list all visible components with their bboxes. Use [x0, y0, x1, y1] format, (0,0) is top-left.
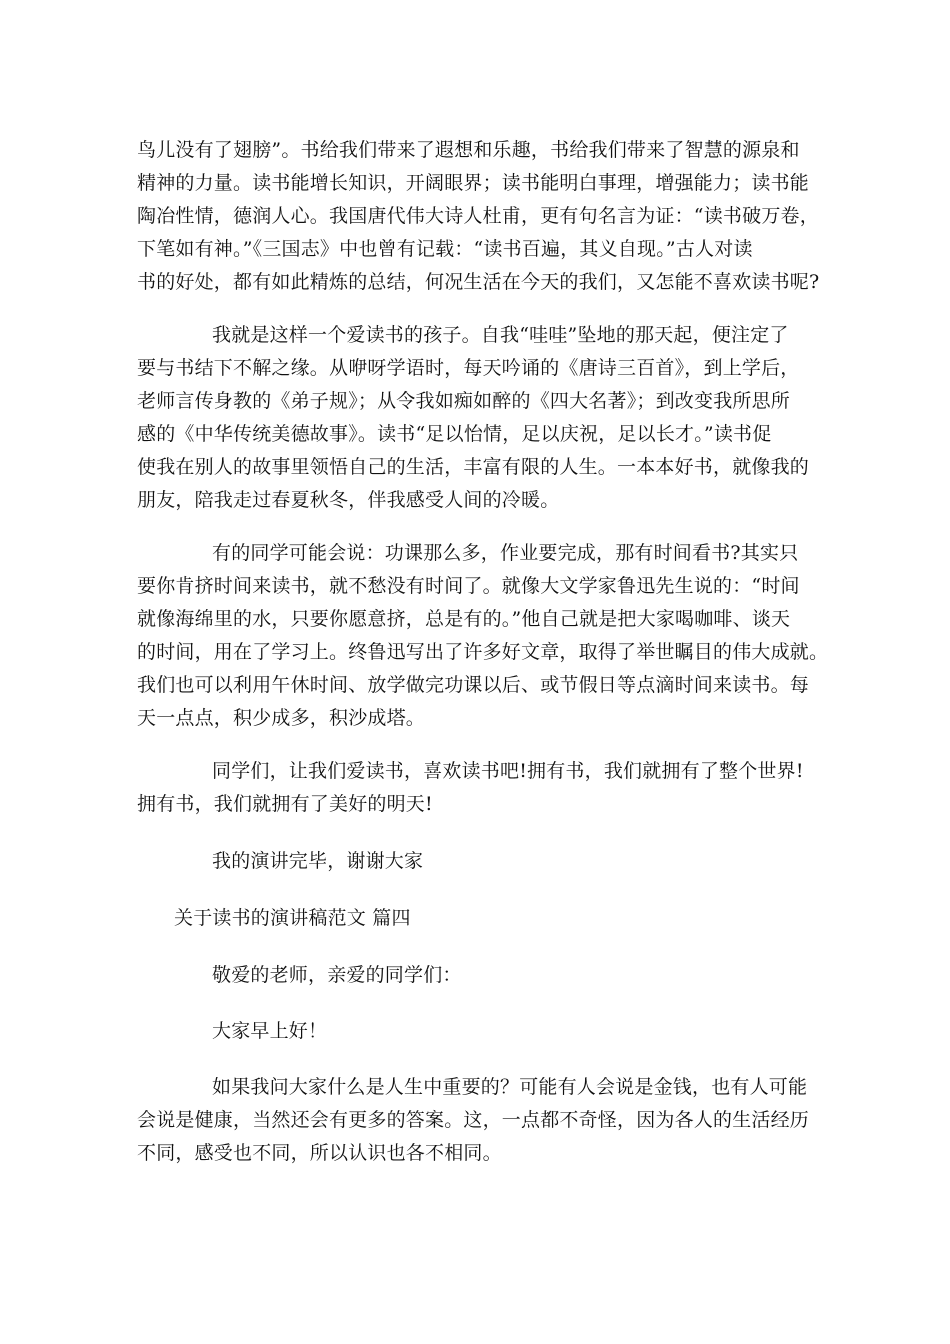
text-line: 要你肯挤时间来读书，就不愁没有时间了。就像大文学家鲁迅先生说的：“时间: [137, 575, 800, 597]
text-line: 鸟儿没有了翅膀”。书给我们带来了遐想和乐趣，书给我们带来了智慧的源泉和: [137, 139, 800, 161]
text-line: 就像海绵里的水，只要你愿意挤，总是有的。”他自己就是把大家喝咖啡、谈天: [137, 608, 791, 630]
text-line: 会说是健康，当然还会有更多的答案。这，一点都不奇怪，因为各人的生活经历: [137, 1109, 810, 1131]
text-line: 精神的力量。读书能增长知识，开阔眼界；读书能明白事理，增强能力；读书能: [137, 172, 810, 194]
text-line: 我们也可以利用午休时间、放学做完功课以后、或节假日等点滴时间来读书。每: [137, 674, 810, 696]
text-line: 使我在别人的故事里领悟自己的生活，丰富有限的人生。一本本好书，就像我的: [137, 456, 810, 478]
text-line: 的时间，用在了学习上。终鲁迅写出了许多好文章，取得了举世瞩目的伟大成就。: [137, 641, 829, 663]
text-line: 老师言传身教的《弟子规》；从令我如痴如醉的《四大名著》；到改变我所思所: [137, 390, 791, 412]
morning-greeting: 大家早上好！: [212, 1020, 328, 1042]
text-line: 我就是这样一个爱读书的孩子。自我“哇哇”坠地的那天起，便注定了: [212, 324, 789, 346]
section-heading: 关于读书的演讲稿范文 篇四: [174, 907, 411, 929]
text-line: 同学们，让我们爱读书，喜欢读书吧!拥有书，我们就拥有了整个世界!: [212, 760, 804, 782]
text-line: 下笔如有神。”《三国志》中也曾有记载：“读书百遍，其义自现。”古人对读: [137, 238, 753, 260]
text-line: 感的《中华传统美德故事》。读书“足以怡情，足以庆祝，足以长才。”读书促: [137, 423, 772, 445]
text-line: 书的好处，都有如此精炼的总结，何况生活在今天的我们，又怎能不喜欢读书呢?: [137, 271, 820, 293]
text-line: 要与书结下不解之缘。从咿呀学语时，每天吟诵的《唐诗三百首》，到上学后，: [137, 357, 800, 379]
closing-line: 我的演讲完毕，谢谢大家: [212, 850, 424, 872]
text-line: 拥有书，我们就拥有了美好的明天!: [137, 793, 433, 815]
text-line: 朋友，陪我走过春夏秋冬，伴我感受人间的冷暖。: [137, 489, 560, 511]
text-line: 天一点点，积少成多，积沙成塔。: [137, 707, 426, 729]
text-line: 如果我问大家什么是人生中重要的？可能有人会说是金钱，也有人可能: [212, 1076, 808, 1098]
text-line: 陶冶性情，德润人心。我国唐代伟大诗人杜甫，更有句名言为证：“读书破万卷，: [137, 205, 819, 227]
text-line: 不同，感受也不同，所以认识也各不相同。: [137, 1142, 502, 1164]
text-line: 有的同学可能会说：功课那么多，作业要完成，那有时间看书?其实只: [212, 542, 799, 564]
greeting-line: 敬爱的老师，亲爱的同学们：: [212, 964, 462, 986]
